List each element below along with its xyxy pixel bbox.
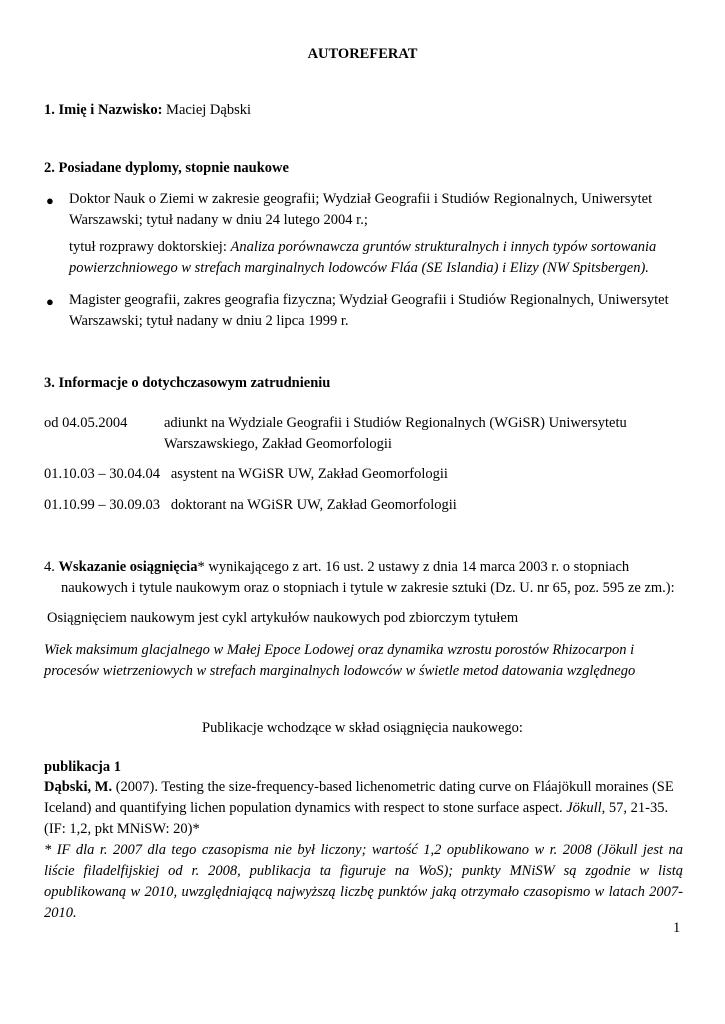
name-line (44, 100, 251, 121)
cycle-intro: Osiągnięciem naukowym jest cykl artykułów naukowych pod zbiorczym tytułem (47, 610, 519, 626)
note-line3: opublikowaną w 2010, uwzględniającą najwyższą liczbę punktów jaką otrzymało czasopismo w latach 2007- (44, 884, 683, 900)
achievement-label: Wskazanie osiągnięcia (58, 559, 198, 575)
employment-date: 01.10.99 – 30.09.03 (44, 497, 160, 513)
section3-heading: 3. Informacje o dotychczasowym zatrudnieniu (44, 375, 331, 391)
section4-line2: naukowych i tytule naukowym oraz o stopniach i tytule w zakresie sztuki (Dz. U. nr 65, poz. 595 ze zm.): (61, 580, 675, 596)
diploma-1-line2: Warszawski; tytuł nadany w dniu 24 lutego 2004 r.; (69, 212, 368, 228)
publication-citation (44, 777, 694, 840)
section4-heading (44, 557, 694, 599)
publication-text-line2: Iceland) and quantifying lichen population dynamics with respect to stone surface aspect. (44, 800, 567, 816)
employment-date: 01.10.03 – 30.04.04 (44, 466, 160, 482)
publication-volume: , 57, 21-35. (601, 800, 669, 816)
section4-line1: * wynikającego z art. 16 ust. 2 ustawy z dnia 14 marca 2003 r. o stopniach (197, 559, 630, 575)
diploma-item-2 (69, 290, 689, 332)
publication-label: publikacja 1 (44, 759, 121, 775)
document-title: AUTOREFERAT (307, 46, 418, 62)
cycle-title-line2: procesów wietrzeniowych w strefach marginalnych lodowców w świetle metod datowania względnego (44, 663, 636, 679)
employment-entry (44, 464, 448, 485)
thesis-title-line2: powierzchniowego w strefach marginalnych lodowców Fláa (SE Islandia) i Elizy (NW Spitsbergen). (69, 260, 649, 276)
note-line1: * IF dla r. 2007 dla tego czasopisma nie był liczony; wartość 1,2 opublikowano w r. 2008 (Jökull jest na (44, 842, 683, 858)
name-label: 1. Imię i Nazwisko: (44, 102, 163, 118)
employment-date: od 04.05.2004 (44, 415, 128, 431)
diploma-2-line1: Magister geografii, zakres geografia fizyczna; Wydział Geografii i Studiów Regionalnych, Uniwersytet (69, 292, 669, 308)
thesis-title-line1: Analiza porównawcza gruntów strukturalnych i innych typów sortowania (230, 239, 657, 255)
page-number: 1 (673, 920, 681, 936)
employment-description: doktorant na WGiSR UW, Zakład Geomorfologii (170, 497, 457, 513)
employment-desc-line1: adiunkt na Wydziale Geografii i Studiów Regionalnych (WGiSR) Uniwersytetu (164, 415, 627, 431)
name-value: Maciej Dąbski (166, 102, 252, 118)
bullet-icon: ● (46, 294, 54, 309)
publication-text-line1: (2007). Testing the size-frequency-based lichenometric dating curve on Fláajökull moraines (SE (112, 779, 674, 795)
bullet-icon: ● (46, 193, 54, 208)
diploma-1-line1: Doktor Nauk o Ziemi w zakresie geografii; Wydział Geografii i Studiów Regionalnych, Uniwersytet (69, 191, 653, 207)
note-line2: liście filadelfijskiej od r. 2008, publikacja ta figuruje na WoS); punkty MNiSW są zgodnie w listą (44, 863, 683, 879)
cycle-title-line1: Wiek maksimum glacjalnego w Małej Epoce Lodowej oraz dynamika wzrostu porostów Rhizocarpon i (44, 642, 635, 658)
thesis-title (69, 237, 689, 279)
note-line4: 2010. (44, 905, 77, 921)
diploma-2-line2: Warszawski; tytuł nadany w dniu 2 lipca 1999 r. (69, 313, 349, 329)
thesis-label: tytuł rozprawy doktorskiej: (69, 239, 231, 255)
employment-description: asystent na WGiSR UW, Zakład Geomorfologii (170, 466, 448, 482)
publication-journal: Jökull (566, 800, 602, 816)
publication-metrics: (IF: 1,2, pkt MNiSW: 20)* (44, 821, 200, 837)
diploma-item-1 (69, 189, 689, 231)
publication-author: Dąbski, M. (44, 779, 113, 795)
section4-number: 4. (44, 559, 59, 575)
employment-description (164, 413, 684, 455)
publications-heading: Publikacje wchodzące w skład osiągnięcia naukowego: (202, 720, 523, 736)
section2-heading: 2. Posiadane dyplomy, stopnie naukowe (44, 160, 289, 176)
employment-desc-line2: Warszawskiego, Zakład Geomorfologii (164, 436, 392, 452)
employment-entry (44, 495, 457, 516)
cycle-title (44, 640, 694, 682)
publication-note (44, 840, 683, 924)
